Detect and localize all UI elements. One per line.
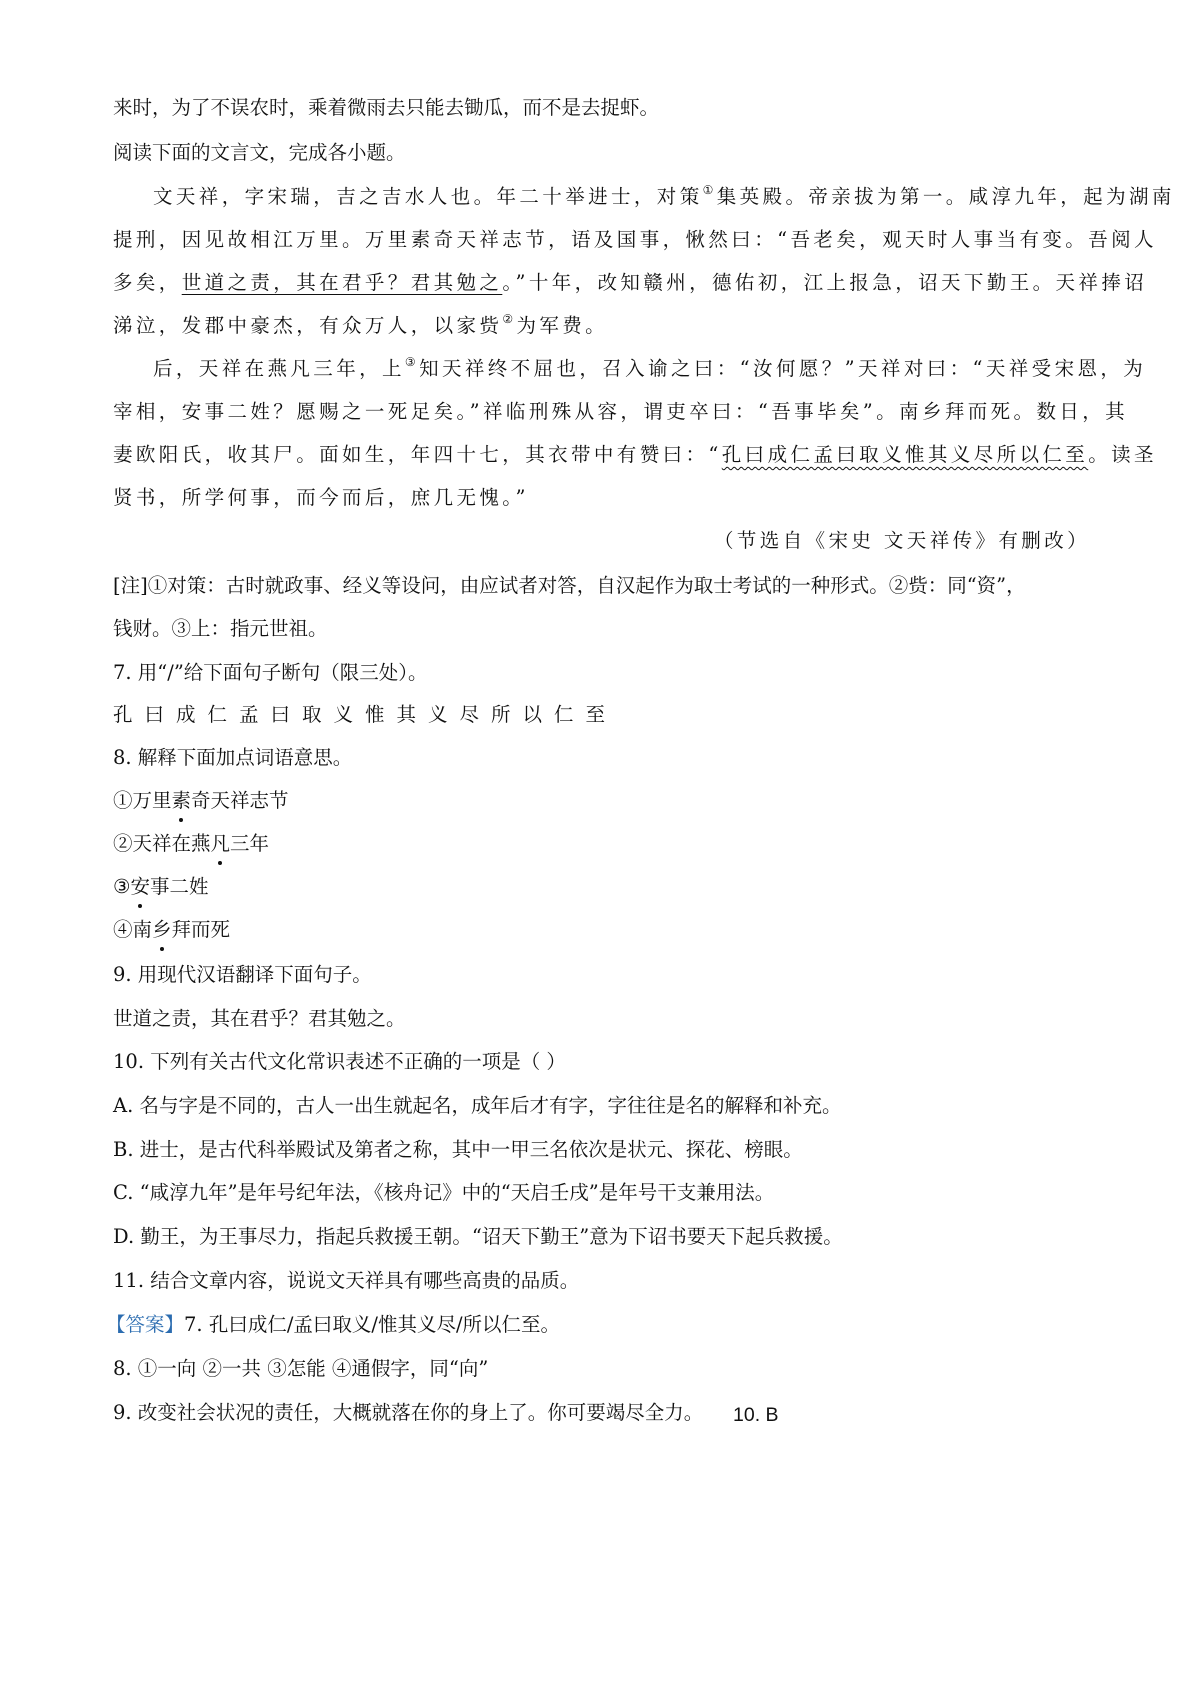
question-8-item-4: ④南乡拜而死	[113, 918, 231, 941]
answer-8: 8. ①一向 ②一共 ③怎能 ④通假字，同“向”	[113, 1357, 489, 1380]
question-8-item-3: ③安事二姓	[113, 875, 209, 898]
passage-line-6: 宰相，安事二姓？愿赐之一死足矣。”祥临刑殊从容，谓吏卒曰：“吾事毕矣”。南乡拜而死。数日，其	[113, 400, 1129, 423]
question-10: 10. 下列有关古代文化常识表述不正确的一项是（ ）	[113, 1050, 566, 1073]
footnote-marker-3: ③	[404, 354, 420, 369]
answer-10: 10. B	[733, 1404, 779, 1426]
intro-line: 来时，为了不误农时，乘着微雨去只能去锄瓜，而不是去捉虾。	[113, 96, 660, 119]
dotted-word: 安	[130, 875, 150, 898]
notes-line-2: 钱财。③上：指元世祖。	[113, 617, 328, 640]
question-10-option-c: C. “咸淳九年”是年号纪年法，《核舟记》中的“天启壬戌”是年号干支兼用法。	[113, 1181, 775, 1204]
wavy-underlined-sentence: 孔曰成仁孟曰取义惟其义尽所以仁至	[721, 443, 1089, 466]
question-9: 9. 用现代汉语翻译下面句子。	[113, 963, 372, 986]
question-11: 11. 结合文章内容，说说文天祥具有哪些高贵的品质。	[113, 1269, 580, 1292]
footnote-marker-1: ①	[702, 182, 717, 197]
question-8-item-2: ②天祥在燕凡三年	[113, 832, 270, 855]
question-10-option-a: A. 名与字是不同的，古人一出生就起名，成年后才有字，字往往是名的解释和补充。	[113, 1094, 842, 1117]
passage-line-5: 后，天祥在燕凡三年，上③知天祥终不屈也，召入谕之曰：“汝何愿？”天祥对曰：“天祥受宋恩，为	[153, 354, 1147, 380]
passage-line-7: 妻欧阳氏，收其尸。面如生，年四十七，其衣带中有赞曰：“孔曰成仁孟曰取义惟其义尽所以仁至。读圣	[113, 443, 1157, 466]
answer-9: 9. 改变社会状况的责任，大概就落在你的身上了。你可要竭尽全力。	[113, 1401, 704, 1424]
passage-line-1: 文天祥，字宋瑞，吉之吉水人也。年二十举进士，对策①集英殿。帝亲拔为第一。咸淳九年，起为湖南	[153, 182, 1175, 208]
passage-line-3: 多矣，世道之责，其在君乎？君其勉之。”十年，改知赣州，德佑初，江上报急，诏天下勤王。天祥捧诏	[113, 271, 1148, 294]
passage-line-2: 提刑，因见故相江万里。万里素奇天祥志节，语及国事，愀然曰：“吾老矣，观天时人事当有变。吾阅人	[113, 228, 1157, 251]
answer-7: 【答案】7. 孔曰成仁/孟曰取义/惟其义尽/所以仁至。	[106, 1313, 561, 1336]
passage-source: （节选自《宋史 文天祥传》有删改）	[714, 529, 1090, 552]
question-10-option-d: D. 勤王，为王事尽力，指起兵救援王朝。“诏天下勤王”意为下诏书要天下起兵救援。	[113, 1225, 843, 1248]
question-8-item-1: ①万里素奇天祥志节	[113, 789, 289, 812]
reading-instruction: 阅读下面的文言文，完成各小题。	[113, 141, 406, 164]
passage-line-8: 贤书，所学何事，而今而后，庶几无愧。”	[113, 486, 529, 509]
question-9-sentence: 世道之责，其在君乎？君其勉之。	[113, 1007, 406, 1030]
question-10-option-b: B. 进士，是古代科举殿试及第者之称，其中一甲三名依次是状元、探花、榜眼。	[113, 1138, 803, 1161]
question-8: 8. 解释下面加点词语意思。	[113, 746, 353, 769]
question-7: 7. 用“/”给下面句子断句（限三处）。	[113, 661, 428, 684]
footnote-marker-2: ②	[502, 311, 517, 326]
answer-tag: 【答案】	[106, 1313, 185, 1336]
notes-line-1: [注]①对策：古时就政事、经义等设问，由应试者对答，自汉起作为取士考试的一种形式。②赀：同“资”，	[113, 574, 1026, 597]
dotted-word: 素	[171, 789, 192, 812]
dotted-word: 凡	[210, 832, 231, 855]
dotted-word: 乡	[152, 918, 172, 941]
underlined-sentence: 世道之责，其在君乎？君其勉之	[181, 271, 503, 294]
passage-line-4: 涕泣，发郡中豪杰，有众万人，以家赀②为军费。	[113, 311, 609, 337]
question-7-sentence: 孔曰成仁孟曰取义惟其义尽所以仁至	[113, 703, 618, 726]
